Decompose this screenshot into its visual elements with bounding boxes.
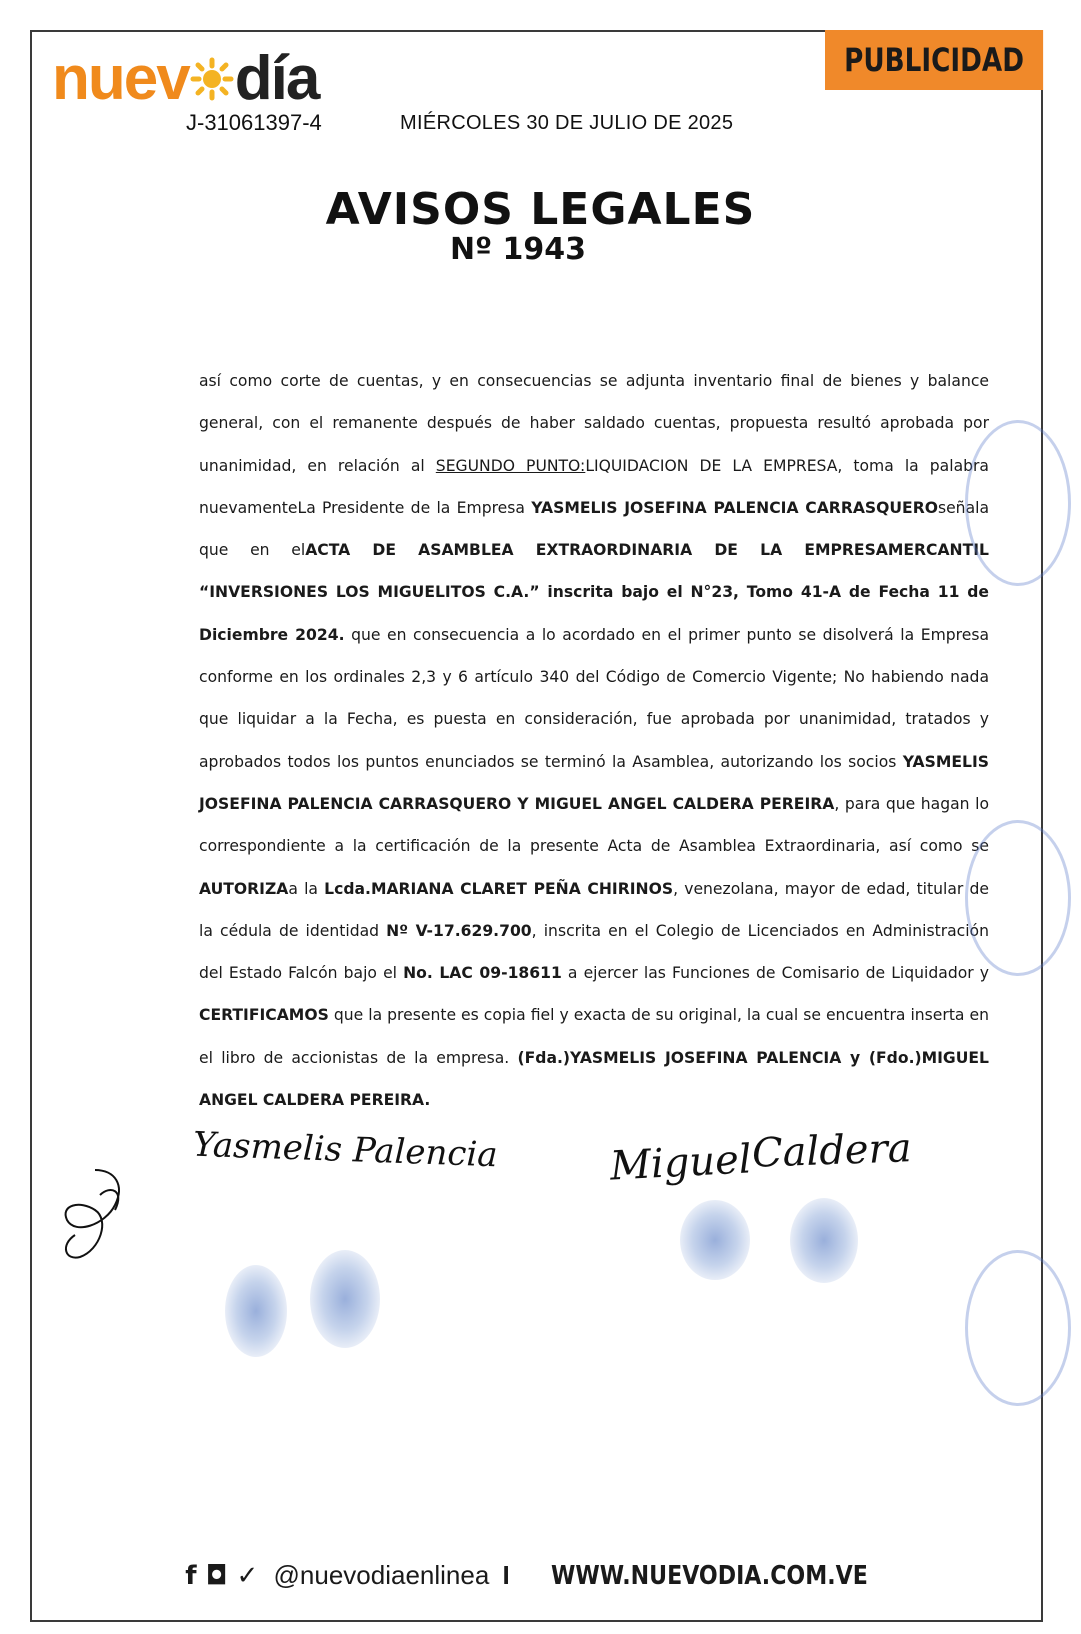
seal-stamp-edge — [965, 1250, 1071, 1406]
page-title: AVISOS LEGALES — [325, 184, 756, 235]
signature-right-last: Caldera — [751, 1125, 913, 1177]
social-icons: f ◘ ✓ — [185, 1561, 259, 1591]
body-bold: CERTIFICAMOS — [199, 1006, 329, 1025]
body-bold: YASMELIS JOSEFINA PALENCIA CARRASQUERO Y MIGUEL ANGEL CALDERA PEREIRA — [199, 752, 989, 813]
seal-stamp-edge — [965, 820, 1071, 976]
notice-body — [199, 360, 989, 1121]
footer-separator: I — [502, 1560, 510, 1590]
fingerprint-right-2 — [790, 1198, 858, 1283]
body-text: que la presente es copia fiel y exacta de su original, la cual se encuentra inserta en el libro de accionistas de la empresa. — [199, 1006, 989, 1067]
body-text: señala que en el — [199, 498, 990, 560]
body-text: a ejercer las Funciones de Comisario de Liquidador y — [561, 964, 989, 983]
fingerprint-left-1 — [225, 1265, 287, 1357]
body-underlined: SEGUNDO PUNTO: — [435, 456, 586, 475]
newspaper-logo — [52, 44, 319, 113]
body-bold: Nº V-17.629.700 — [386, 921, 532, 940]
body-text: , venezolana, mayor de edad, titular de la cédula de identidad — [199, 879, 989, 940]
social-handle[interactable]: @nuevodiaenlinea — [273, 1560, 490, 1590]
seal-stamp-edge — [965, 420, 1071, 586]
logo-text-left: nuev — [52, 44, 189, 113]
body-text: , para que hagan lo correspondiente a la certificación de la presente Acta de Asamblea Extraordinaria, así como se — [199, 794, 989, 856]
publication-date: MIÉRCOLES 30 DE JULIO DE 2025 — [400, 112, 734, 134]
footer — [0, 1560, 1081, 1591]
fingerprint-left-2 — [310, 1250, 380, 1348]
signature-right-first: Miguel — [608, 1136, 753, 1190]
body-bold: No. LAC 09-18611 — [403, 964, 562, 983]
body-text: así como corte de cuentas, y en consecuencias se adjunta inventario final de bienes y balance general, con el remanente después de haber saldado cuentas, propuesta resultó aprobada por unanimidad, en relación al — [199, 372, 989, 475]
body-bold: Lcda.MARIANA CLARET PEÑA CHIRINOS — [324, 879, 674, 898]
body-text: , inscrita en el Colegio de Licenciados en Administración del Estado Falcón bajo el — [199, 921, 989, 983]
rif-number: J-31061397-4 — [186, 110, 322, 135]
body-bold: YASMELIS JOSEFINA PALENCIA CARRASQUERO — [531, 498, 938, 517]
sun-logo-icon — [190, 50, 234, 94]
body-bold: (Fda.)YASMELIS JOSEFINA PALENCIA y (Fdo.)MIGUEL ANGEL CALDERA PEREIRA. — [199, 1048, 989, 1110]
section-tag: PUBLICIDAD — [825, 30, 1043, 90]
initials-scribble — [55, 1165, 135, 1265]
logo-text-right: día — [234, 44, 319, 113]
website-link[interactable]: WWW.NUEVODIA.COM.VE — [550, 1561, 868, 1591]
body-bold: AUTORIZA — [199, 879, 289, 898]
body-text: LIQUIDACION DE LA EMPRESA, toma la palabra nuevamenteLa Presidente de la Empresa — [199, 456, 989, 517]
fingerprint-right-1 — [680, 1200, 750, 1280]
body-text: que en consecuencia a lo acordado en el primer punto se disolverá la Empresa conforme en los ordinales 2,3 y 6 artículo 340 del Código de Comercio Vigente; No habiendo nada que liquidar a la Fecha, es puesta en consideración, fue aprobada por unanimidad, tratados y aprobados todos los puntos enunciados se terminó la Asamblea, autorizando los socios — [199, 625, 989, 771]
body-bold: ACTA DE ASAMBLEA EXTRAORDINARIA DE LA EMPRESAMERCANTIL “INVERSIONES LOS MIGUELITOS C.A.” inscrita bajo el N°23, Tomo 41-A de Fecha 11 de Diciembre 2024. — [199, 541, 989, 644]
notice-number: Nº 1943 — [450, 232, 586, 267]
signature-left: Yasmelis Palencia — [192, 1124, 499, 1176]
body-text: a la — [288, 879, 325, 898]
